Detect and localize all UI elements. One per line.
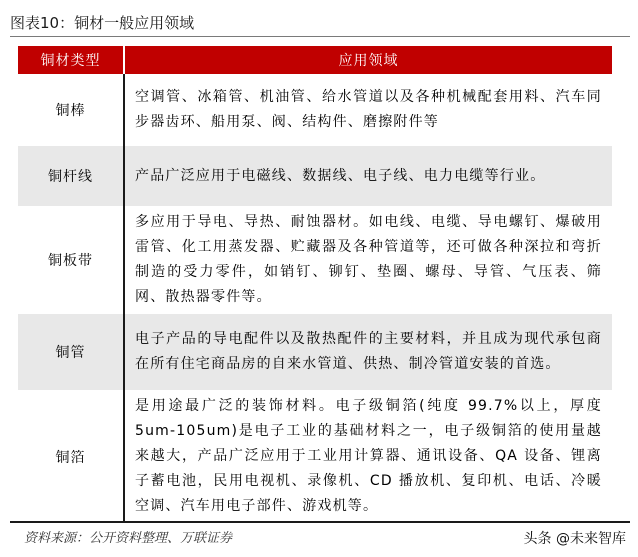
row-type: 铜杆线 xyxy=(18,146,124,206)
table-row xyxy=(18,74,612,146)
row-application: 空调管、冰箱管、机油管、给水管道以及各种机械配套用料、汽车同步器齿环、船用泵、阀、结构件、磨擦附件等 xyxy=(124,74,612,146)
row-application: 多应用于导电、导热、耐蚀器材。如电线、电缆、导电螺钉、爆破用雷管、化工用蒸发器、贮藏器及各种管道等，还可做各种深拉和弯折制造的受力零件，如销钉、铆钉、垫圈、螺母、导管、气压表、筛网、散热器零件等。 xyxy=(124,206,612,314)
watermark: 头条 @未来智库 xyxy=(523,531,626,547)
table-row xyxy=(18,146,612,206)
row-application: 是用途最广泛的装饰材料。电子级铜箔(纯度 99.7%以上，厚度 5um-105um)是电子工业的基础材料之一，电子级铜箔的使用量越来越大，产品广泛应用于工业用计算器、通讯设备、QA 设备、锂离子蓄电池，民用电视机、录像机、CD 播放机、复印机、电话、冷暖空调、汽车用电子部件、游戏机等。 xyxy=(124,390,612,523)
header-type: 铜材类型 xyxy=(18,46,124,74)
copper-application-table xyxy=(18,46,612,523)
row-type: 铜板带 xyxy=(18,206,124,314)
title-divider xyxy=(10,36,630,37)
row-type: 铜管 xyxy=(18,314,124,390)
header-application: 应用领域 xyxy=(124,46,612,74)
source-divider xyxy=(10,521,630,523)
row-type: 铜箔 xyxy=(18,390,124,523)
row-type: 铜棒 xyxy=(18,74,124,146)
table-row xyxy=(18,206,612,314)
source-note: 资料来源：公开资料整理、万联证券 xyxy=(24,531,233,546)
table-header-row xyxy=(18,46,612,74)
table-row xyxy=(18,314,612,390)
table-row xyxy=(18,390,612,523)
row-application: 电子产品的导电配件以及散热配件的主要材料，并且成为现代承包商在所有住宅商品房的自来水管道、供热、制冷管道安装的首选。 xyxy=(124,314,612,390)
figure-title: 图表10：铜材一般应用领域 xyxy=(10,14,195,32)
row-application: 产品广泛应用于电磁线、数据线、电子线、电力电缆等行业。 xyxy=(124,146,612,206)
